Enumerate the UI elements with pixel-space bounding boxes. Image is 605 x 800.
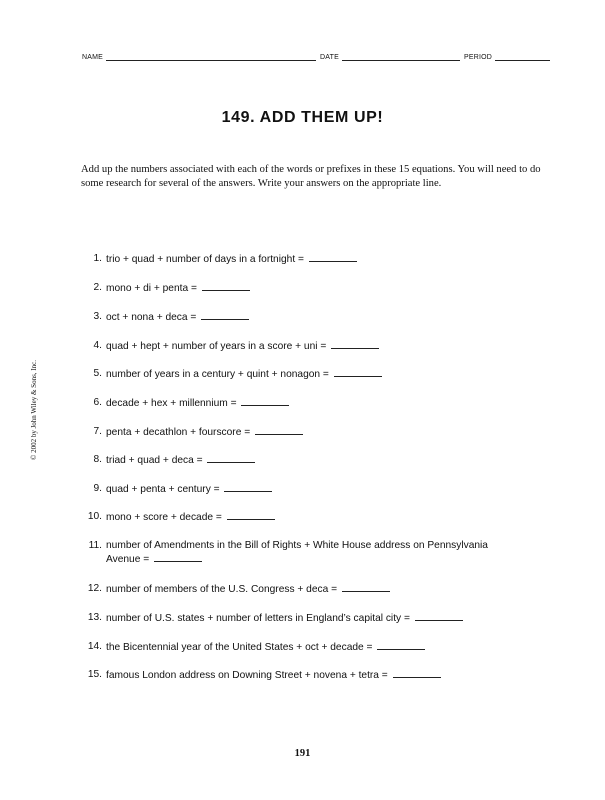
equation-item (78, 453, 548, 467)
period-label: PERIOD (463, 54, 493, 61)
period-field-line[interactable] (495, 53, 550, 61)
item-text-continued: Avenue = (106, 554, 150, 565)
equation-item (78, 339, 548, 353)
name-label: NAME (82, 54, 104, 61)
item-number: 1. (93, 253, 102, 264)
equation-item (78, 310, 548, 324)
item-text: quad + hept + number of years in a score + uni = (106, 341, 327, 352)
item-number: 11. (88, 540, 102, 551)
item-text: decade + hex + millennium = (106, 398, 237, 409)
item-text: triad + quad + deca = (106, 455, 203, 466)
item-number: 4. (93, 340, 102, 351)
page-number: 191 (294, 748, 311, 759)
answer-line[interactable] (393, 668, 441, 678)
item-number: 3. (93, 311, 102, 322)
answer-line[interactable] (154, 552, 202, 562)
answer-line[interactable] (334, 367, 382, 377)
item-number: 7. (93, 426, 102, 437)
answer-line[interactable] (207, 453, 255, 463)
equation-item (78, 582, 548, 596)
copyright-notice: © 2002 by John Wiley & Sons, Inc. (30, 360, 38, 460)
date-label: DATE (320, 54, 339, 61)
item-number: 8. (93, 454, 102, 465)
answer-line[interactable] (415, 611, 463, 621)
item-number: 12. (87, 583, 102, 594)
answer-line[interactable] (202, 281, 250, 291)
item-text: penta + decathlon + fourscore = (106, 427, 251, 438)
item-text: famous London address on Downing Street + novena + tetra = (106, 670, 388, 681)
answer-line[interactable] (309, 252, 357, 262)
item-number: 5. (93, 368, 102, 379)
answer-line[interactable] (201, 310, 249, 320)
item-number: 15. (87, 669, 102, 680)
item-text: number of members of the U.S. Congress + deca = (106, 584, 338, 595)
answer-line[interactable] (224, 482, 272, 492)
equation-item (78, 611, 548, 625)
equation-item (78, 252, 548, 266)
item-text: number of years in a century + quint + nonagon = (106, 369, 329, 380)
answer-line[interactable] (255, 425, 303, 435)
name-field-line[interactable] (106, 53, 316, 61)
item-text: the Bicentennial year of the United States + oct + decade = (106, 642, 373, 653)
item-number: 14. (87, 641, 102, 652)
answer-line[interactable] (241, 396, 289, 406)
item-number: 10. (87, 511, 102, 522)
answer-line[interactable] (227, 510, 275, 520)
item-text: quad + penta + century = (106, 484, 220, 495)
item-text: number of Amendments in the Bill of Rights + White House address on Pennsylvania (106, 540, 488, 551)
student-info-header (82, 53, 550, 61)
instructions-paragraph: Add up the numbers associated with each of the words or prefixes in these 15 equations. You will need to do some research for several of the answers. Write your answers on the appropriate line. (81, 164, 541, 189)
item-text: mono + di + penta = (106, 283, 197, 294)
equation-item (78, 281, 548, 295)
equation-item (78, 367, 548, 381)
item-number: 6. (93, 397, 102, 408)
item-text: number of U.S. states + number of letters in England’s capital city = (106, 613, 410, 624)
equation-item (78, 668, 548, 682)
equation-item (78, 482, 548, 496)
answer-line[interactable] (377, 640, 425, 650)
item-text: trio + quad + number of days in a fortnight = (106, 254, 304, 265)
answer-line[interactable] (342, 582, 390, 592)
date-field-line[interactable] (342, 53, 460, 61)
equation-item (78, 640, 548, 654)
equation-item (78, 396, 548, 410)
equation-item (78, 510, 548, 524)
answer-line[interactable] (331, 339, 379, 349)
item-text: oct + nona + deca = (106, 312, 197, 323)
page-title: 149. ADD THEM UP! (221, 109, 384, 126)
item-number: 2. (93, 282, 102, 293)
item-text: mono + score + decade = (106, 512, 222, 523)
item-number: 13. (87, 612, 102, 623)
equation-item (78, 425, 548, 439)
equation-item (78, 539, 548, 566)
item-number: 9. (93, 483, 102, 494)
